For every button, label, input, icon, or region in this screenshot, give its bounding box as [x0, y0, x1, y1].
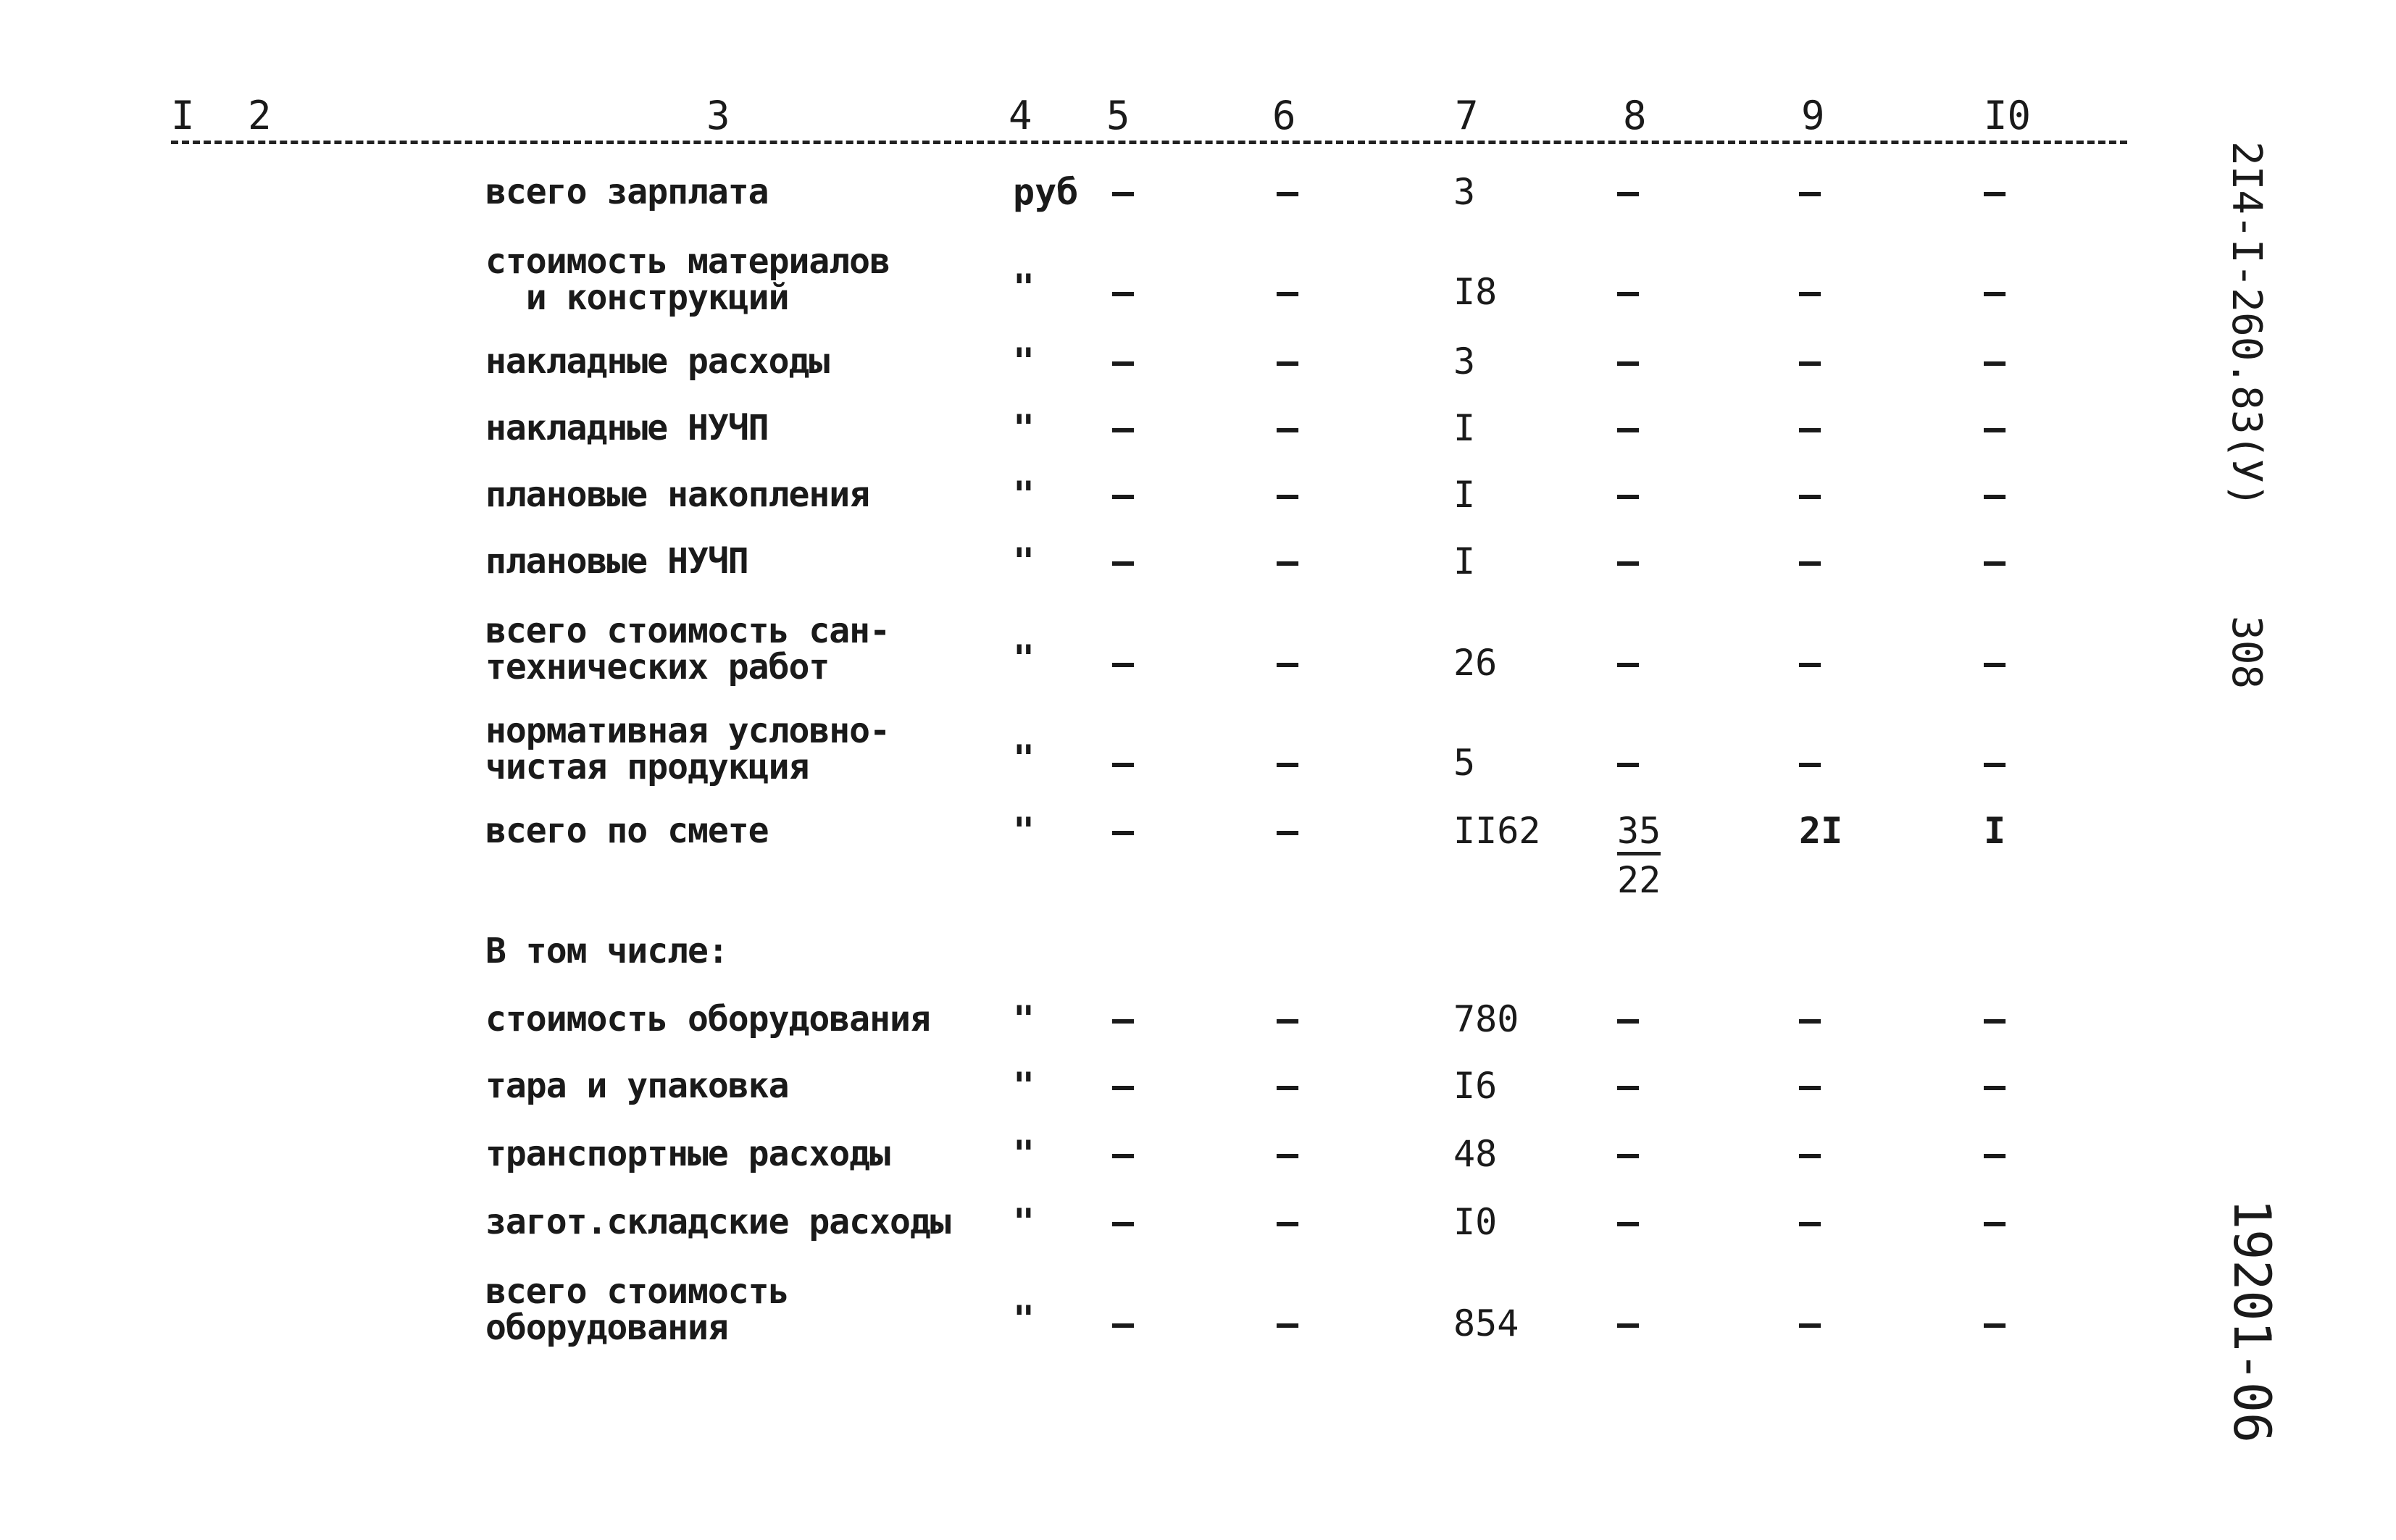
row-label: стоимость материалов и конструкций [485, 241, 890, 318]
row-col9: – [1799, 1201, 1821, 1243]
row-unit: " [1013, 1298, 1035, 1340]
row-col8: – [1617, 540, 1640, 582]
row-label: стоимость оборудования [485, 999, 930, 1039]
row-col5: – [1112, 810, 1135, 852]
row-col10: – [1984, 1302, 2006, 1344]
row-col9: – [1799, 171, 1821, 213]
row-col7: I [1453, 540, 1476, 582]
row-col8: – [1617, 171, 1640, 213]
row-unit: " [1013, 407, 1035, 449]
row-col8: – [1617, 271, 1640, 313]
row-col10: – [1984, 1065, 2006, 1107]
row-col5: – [1112, 474, 1135, 516]
row-col5: – [1112, 998, 1135, 1040]
row-col10: – [1984, 271, 2006, 313]
row-col6: – [1277, 642, 1299, 684]
col-header-1: I [171, 93, 195, 138]
page-number: 308 [2223, 616, 2270, 690]
row-col6: – [1277, 474, 1299, 516]
row-label: транспортные расходы [485, 1134, 890, 1174]
row-col7: 3 [1453, 171, 1476, 213]
row-col6: – [1277, 1133, 1299, 1175]
row-col7: I6 [1453, 1065, 1498, 1107]
row-unit: " [1013, 1133, 1035, 1175]
row-col5: – [1112, 642, 1135, 684]
row-unit: " [1013, 1201, 1035, 1243]
col-header-5: 5 [1106, 93, 1130, 138]
row-col5: – [1112, 1201, 1135, 1243]
row-col7: II62 [1453, 810, 1541, 852]
row-col9: – [1799, 1065, 1821, 1107]
row-label: всего стоимость сан- технических работ [485, 611, 890, 687]
row-col7: I [1453, 407, 1476, 449]
row-col8: – [1617, 474, 1640, 516]
row-col8: – [1617, 407, 1640, 449]
row-col7: 780 [1453, 998, 1519, 1040]
row-col6: – [1277, 810, 1299, 852]
row-col8-denominator: 22 [1617, 859, 1661, 901]
row-col10: I [1984, 810, 2006, 852]
col-header-4: 4 [1009, 93, 1032, 138]
col-header-9: 9 [1801, 93, 1825, 138]
row-col5: – [1112, 271, 1135, 313]
row-col9: – [1799, 407, 1821, 449]
row-col10: – [1984, 998, 2006, 1040]
row-col9: – [1799, 340, 1821, 382]
row-col6: – [1277, 271, 1299, 313]
row-label: тара и упаковка [485, 1066, 789, 1106]
row-col7: I [1453, 474, 1476, 516]
registration-number: 19201-06 [2222, 1199, 2282, 1444]
row-col9: – [1799, 642, 1821, 684]
row-col6: – [1277, 407, 1299, 449]
row-col6: – [1277, 1065, 1299, 1107]
row-col7: 26 [1453, 642, 1498, 684]
row-col8: – [1617, 998, 1640, 1040]
section-label: В том числе: [485, 931, 728, 971]
row-col6: – [1277, 171, 1299, 213]
row-col5: – [1112, 171, 1135, 213]
col-header-3: 3 [706, 93, 730, 138]
row-col9: – [1799, 1133, 1821, 1175]
row-col5: – [1112, 1133, 1135, 1175]
row-col10: – [1984, 1133, 2006, 1175]
row-col6: – [1277, 1201, 1299, 1243]
col-header-2: 2 [248, 93, 272, 138]
row-label: всего стоимость оборудования [485, 1271, 789, 1348]
row-col7: 854 [1453, 1302, 1519, 1344]
row-col10: – [1984, 340, 2006, 382]
row-col8: – [1617, 1133, 1640, 1175]
row-col6: – [1277, 340, 1299, 382]
row-label: всего зарплата [485, 172, 769, 212]
row-col8: – [1617, 340, 1640, 382]
row-col5: – [1112, 742, 1135, 784]
row-col5: – [1112, 540, 1135, 582]
row-unit: " [1013, 998, 1035, 1040]
row-col9: – [1799, 271, 1821, 313]
row-col8: – [1617, 642, 1640, 684]
row-col9: – [1799, 474, 1821, 516]
row-col5: – [1112, 1065, 1135, 1107]
col-header-10: I0 [1984, 93, 2032, 138]
row-unit: " [1013, 474, 1035, 516]
row-col6: – [1277, 742, 1299, 784]
row-unit: " [1013, 540, 1035, 582]
row-unit: " [1013, 1065, 1035, 1107]
row-unit: " [1013, 637, 1035, 679]
row-col10: – [1984, 742, 2006, 784]
row-label: плановые накопления [485, 474, 870, 515]
row-col7: 3 [1453, 340, 1476, 382]
row-col10: – [1984, 171, 2006, 213]
row-unit: " [1013, 340, 1035, 382]
row-label: плановые НУЧП [485, 541, 748, 582]
row-col10: – [1984, 540, 2006, 582]
row-col8: – [1617, 1201, 1640, 1243]
row-col6: – [1277, 540, 1299, 582]
row-col7: 5 [1453, 742, 1476, 784]
row-label: накладные НУЧП [485, 408, 769, 448]
row-unit: " [1013, 810, 1035, 852]
col-header-8: 8 [1623, 93, 1647, 138]
row-col10: – [1984, 407, 2006, 449]
row-col10: – [1984, 474, 2006, 516]
row-col8: – [1617, 1302, 1640, 1344]
row-col8: – [1617, 742, 1640, 784]
row-col6: – [1277, 998, 1299, 1040]
row-col5: – [1112, 1302, 1135, 1344]
row-col5: – [1112, 407, 1135, 449]
row-col6: – [1277, 1302, 1299, 1344]
row-col9: 2I [1799, 810, 1843, 852]
row-unit: руб [1013, 171, 1079, 213]
row-unit: " [1013, 267, 1035, 309]
row-label: загот.складские расходы [485, 1202, 951, 1242]
row-col8: – [1617, 1065, 1640, 1107]
row-col10: – [1984, 1201, 2006, 1243]
row-col9: – [1799, 1302, 1821, 1344]
col-header-7: 7 [1455, 93, 1479, 138]
row-col9: – [1799, 998, 1821, 1040]
document-code: 2I4-I-260.83(У) [2223, 141, 2270, 508]
row-unit: " [1013, 737, 1035, 779]
row-col9: – [1799, 540, 1821, 582]
col-header-6: 6 [1272, 93, 1296, 138]
row-col10: – [1984, 642, 2006, 684]
row-label: нормативная условно- чистая продукция [485, 711, 890, 787]
header-dashed-rule [171, 141, 2127, 144]
row-col8-numerator: 35 [1617, 813, 1661, 855]
row-col9: – [1799, 742, 1821, 784]
row-col5: – [1112, 340, 1135, 382]
row-label: всего по смете [485, 811, 769, 851]
row-col7: I0 [1453, 1201, 1498, 1243]
row-col7: 48 [1453, 1133, 1498, 1175]
row-label: накладные расходы [485, 341, 830, 382]
row-col7: I8 [1453, 271, 1498, 313]
